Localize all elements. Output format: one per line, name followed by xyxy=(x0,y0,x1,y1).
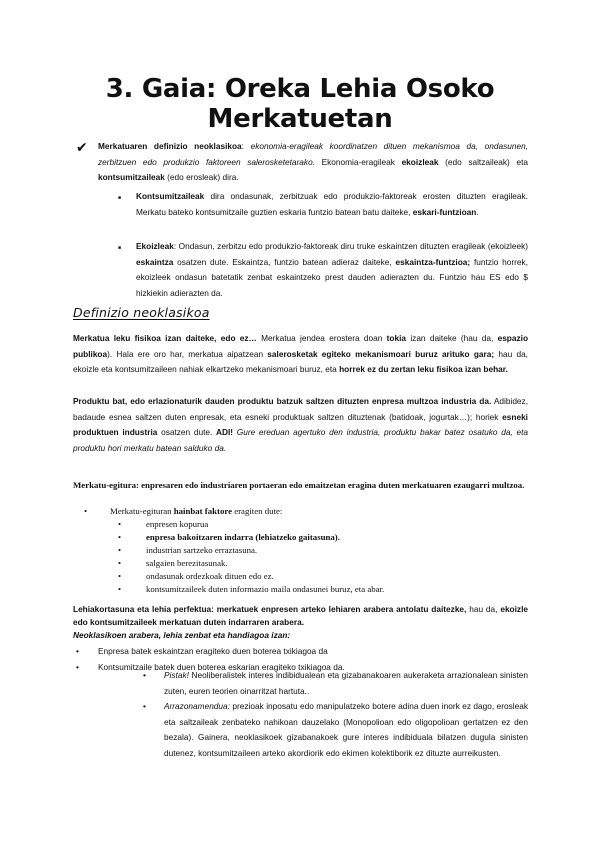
bullet-icon: • xyxy=(76,661,79,672)
square-bullet-icon: ■ xyxy=(118,245,122,251)
list-item: • kontsumitzaileek duten informazio maila ondasunei buruz, eta abar. xyxy=(118,584,385,594)
definition-kontsumitzaileak: Kontsumitzaileak dira ondasunak, zerbitzuak edo produkzio-faktoreak erosten dituzten eragileak. Merkatu bateko kontsumitzaile guztien eskaria funtzio batean batu daiteke, eskari-funtzioan. xyxy=(136,191,528,217)
bullet-icon: • xyxy=(143,670,146,680)
bullet-icon: • xyxy=(118,558,122,568)
list-item: • industrian sartzeko erraztasuna. xyxy=(118,545,258,555)
bullet-icon: • xyxy=(118,532,122,542)
list-item: • Pistak! Neoliberalistek interes indibidualean eta gizabanakoaren aukeraketa arrazionalean sinisten zuten, euren teorien oinarritzat hartuta.. xyxy=(143,670,528,696)
list-item: • Kontsumitzaile batek duen boterea eskarian eragiteko txikiagoa da. xyxy=(76,660,528,676)
bullet-icon: • xyxy=(118,519,122,529)
neoklasikoen-label: Neoklasikoen arabera, lehia zenbat eta handiagoa izan: xyxy=(73,630,291,640)
bullet-icon: • xyxy=(76,646,79,656)
page-title: 3. Gaia: Oreka Lehia Osoko Merkatuetan xyxy=(105,74,495,134)
market-structure-bullet: Merkatu-egituran hainbat faktore eragiten dute: xyxy=(110,506,283,516)
list-item: • Enpresa batek eskaintzan eragiteko duen boterea txikiagoa da xyxy=(76,644,528,660)
list-item: • ondasunak ordezkoak dituen edo ez. xyxy=(118,571,274,581)
definition-ekoizleak: Ekoizleak: Ondasun, zerbitzu edo produkzio-faktoreak diru truke eskaintzen dituzten eragileak (ekoizleek) eskaintza osatzen dute. Eskaintza, funtzio batean adieraz daiteke, eskaintza-funtzioa; funtzio horrek, ekoizleek ondasun batetatik zenbat eskaintzeko prest dauden adierazten du. Funtzio hau ES edo $ hizkiekin adierazten da. xyxy=(136,241,528,298)
bullet-icon: • xyxy=(118,571,122,581)
list-item: • enpresa bakoitzaren indarra (lehiatzeko gaitasuna). xyxy=(118,532,340,542)
intro-paragraph: Merkatuaren definizio neoklasikoa: ekonomia-eragileak koordinatzen dituen mekanismoa da, ondasunen, zerbitzuen edo produkzio faktoreen salerosketetarako. Ekonomia-eragileak ekoizleak (edo saltzaileak) eta kontsumitzaileak (edo erosleak) dira. xyxy=(98,141,528,182)
factor-list xyxy=(118,518,538,596)
bullet-icon: • xyxy=(118,545,122,555)
bullet-icon: • xyxy=(118,584,122,594)
bullet-icon: • xyxy=(84,506,88,516)
list-item: • salgaien berezitasunak. xyxy=(118,558,228,568)
paragraph-merkatua: Merkatua leku fisikoa izan daiteke, edo ez… Merkatua jendea erostera doan tokia izan daiteke (hau da, espazio publikoa). Hala ere oro har, merkatua aipatzean salerosketak egiteko mekanismoari buruz arituko gara; hau da, ekoizle eta kontsumitzaileen nahiak elkartzeko mekanismoari buruz, eta horrek ez du zertan leku fisikoa izan behar. xyxy=(73,333,529,374)
square-bullet-icon: ■ xyxy=(118,195,122,201)
opinion-list xyxy=(143,668,528,761)
market-structure-heading: Merkatu-egitura: enpresaren edo industriaren portaeran edo emaitzetan eragina duten merkatuaren ezaugarri multzoa. xyxy=(73,480,525,490)
checkmark-icon: ✔ xyxy=(76,140,88,156)
list-item: • enpresen kopurua xyxy=(118,519,209,529)
paragraph-industria: Produktu bat, edo erlazionaturik dauden produktu batzuk saltzen dituzten enpresa multzoa industria da. Adibidez, badaude esnea saltzen duten enpresak, eta esneki produktuak saltzen dituztenak (batidoak, jogurtak…); horiek esneki produktuen industria osatzen dute. ADI! Gure ereduan agertuko den industria, produktu bakar batez osatuko da, eta produktu hori merkatu batean salduko da. xyxy=(73,396,529,453)
paragraph-lehiakortasuna: Lehiakortasuna eta lehia perfektua: merkatuek enpresen arteko lehiaren arabera antolatu daitezke, hau da, ekoizle edo kontsumitzaileek merkatuan duten indarraren arabera. xyxy=(73,604,528,627)
list-item: • Arrazonamendua: prezioak inposatu edo manipulatzeko botere adina duen inork ez dago, erosleak eta saltzaileak zenbateko nahikoan dauzelako (Monopolioan edo oligopolioan gertatzen ez den bezala). Gainera, neoklasikoek gizabanakoek gure interes indibiduala bilatzen dugula sinisten dutenez, kontsumitzaileen arteko akordiorik edo ekimen kolektiborik ez dituzte aurreikusten. xyxy=(143,701,528,758)
section-heading: Definizio neoklasikoa xyxy=(73,305,210,320)
bullet-icon: • xyxy=(143,701,146,711)
